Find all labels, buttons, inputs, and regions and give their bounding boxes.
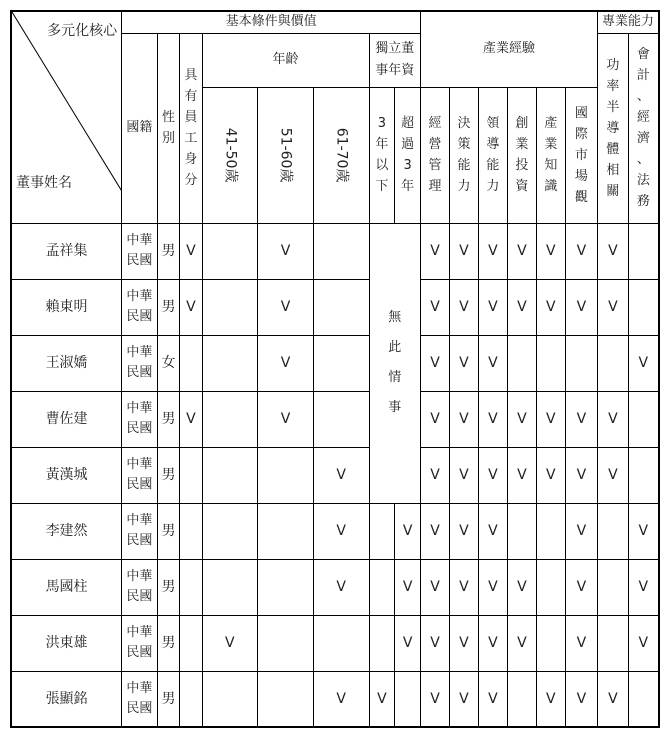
director-nationality: 中華 民國 (122, 503, 158, 559)
age-61-70-unit: 歲 (333, 167, 350, 182)
director-name: 孟祥集 (11, 223, 122, 279)
semiconductor-mark: V (598, 279, 629, 335)
decision-mark: V (449, 279, 478, 335)
exp-decision-text: 決 策 能 力 (457, 116, 471, 194)
decision-mark: V (449, 223, 478, 279)
decision-mark: V (449, 391, 478, 447)
industry-mark: V (536, 279, 565, 335)
director-nationality: 中華 民國 (122, 279, 158, 335)
corner-label-bottom: 董事姓名 (16, 175, 72, 192)
management-mark: V (421, 671, 450, 727)
finance-mark: V (628, 615, 659, 671)
international-mark: V (565, 671, 597, 727)
decision-mark: V (449, 335, 478, 391)
independent-tenure-header-text: 獨立董事年資 (375, 41, 415, 78)
director-row (11, 335, 659, 391)
age-51-60-mark: V (258, 335, 314, 391)
tenure-under3-mark (369, 615, 395, 671)
age-51-60-mark: V (258, 391, 314, 447)
employee-mark (180, 503, 202, 559)
tenure-over3-mark: V (395, 559, 421, 615)
director-gender: 男 (157, 447, 179, 503)
director-name: 王淑嬌 (11, 335, 122, 391)
leadership-mark: V (478, 503, 507, 559)
industry-mark: V (536, 671, 565, 727)
exp-leadership-text: 領 導 能 力 (486, 116, 500, 194)
tenure-over3-mark (395, 671, 421, 727)
age-41-50-range: 41-50 (221, 127, 238, 168)
leadership-mark: V (478, 335, 507, 391)
director-gender: 女 (157, 335, 179, 391)
age-61-70-mark: V (313, 671, 369, 727)
venture-mark: V (507, 223, 536, 279)
management-mark: V (421, 503, 450, 559)
gender-header (157, 33, 179, 223)
finance-header (628, 33, 659, 223)
director-row (11, 279, 659, 335)
tenure-over3-mark: V (395, 503, 421, 559)
director-name: 張顯銘 (11, 671, 122, 727)
management-mark: V (421, 391, 450, 447)
finance-header-text: 會 計 、 經 濟 、 法 務 (636, 47, 650, 209)
tenure-under3-mark (369, 559, 395, 615)
age-61-70-mark (313, 391, 369, 447)
director-row (11, 391, 659, 447)
age-41-50-mark (202, 559, 258, 615)
gender-header-text: 性 別 (161, 110, 175, 146)
director-nationality: 中華 民國 (122, 223, 158, 279)
age-61-70-mark (313, 223, 369, 279)
age-61-70-mark: V (313, 503, 369, 559)
director-name: 馬國柱 (11, 559, 122, 615)
semiconductor-header-text: 功 率 半 導 體 相 關 (606, 57, 620, 199)
decision-mark: V (449, 615, 478, 671)
director-row (11, 615, 659, 671)
tenure-under3-text: 3 年 以 下 (375, 116, 389, 194)
age-51-60-unit: 歲 (277, 167, 294, 182)
international-mark: V (565, 559, 597, 615)
age-41-50-mark (202, 335, 258, 391)
age-51-60-mark (258, 503, 314, 559)
nationality-header: 國籍 (122, 33, 158, 223)
board-diversity-table (10, 10, 660, 728)
age-61-70-mark (313, 279, 369, 335)
age-61-70-mark: V (313, 447, 369, 503)
director-name: 曹佐建 (11, 391, 122, 447)
international-mark: V (565, 503, 597, 559)
semiconductor-header (598, 33, 629, 223)
finance-mark: V (628, 335, 659, 391)
leadership-mark: V (478, 559, 507, 615)
decision-mark: V (449, 671, 478, 727)
tenure-under3-header (369, 87, 395, 223)
age-41-50-mark (202, 447, 258, 503)
director-gender: 男 (157, 615, 179, 671)
exp-management-header (421, 87, 450, 223)
finance-mark (628, 223, 659, 279)
corner-header-cell (11, 11, 122, 223)
semiconductor-mark (598, 503, 629, 559)
decision-mark: V (449, 503, 478, 559)
exp-leadership-header (478, 87, 507, 223)
venture-mark (507, 671, 536, 727)
industry-mark: V (536, 223, 565, 279)
director-gender: 男 (157, 671, 179, 727)
director-nationality: 中華 民國 (122, 335, 158, 391)
industry-mark (536, 615, 565, 671)
semiconductor-mark: V (598, 671, 629, 727)
director-nationality: 中華 民國 (122, 671, 158, 727)
director-gender: 男 (157, 503, 179, 559)
semiconductor-mark: V (598, 223, 629, 279)
leadership-mark: V (478, 279, 507, 335)
management-mark: V (421, 615, 450, 671)
age-41-50-header (202, 87, 258, 223)
age-51-60-range: 51-60 (277, 127, 294, 168)
no-situation-text: 無 此 情 事 (388, 310, 402, 415)
director-row (11, 447, 659, 503)
employee-header (180, 33, 202, 223)
age-51-60-mark (258, 447, 314, 503)
finance-mark (628, 447, 659, 503)
director-gender: 男 (157, 391, 179, 447)
semiconductor-mark (598, 335, 629, 391)
exp-venture-header (507, 87, 536, 223)
employee-mark (180, 335, 202, 391)
diversity-table-wrapper (10, 10, 660, 728)
exp-decision-header (449, 87, 478, 223)
age-41-50-mark (202, 503, 258, 559)
director-gender: 男 (157, 223, 179, 279)
finance-mark (628, 279, 659, 335)
management-mark: V (421, 559, 450, 615)
independent-tenure-header (369, 33, 420, 87)
international-mark: V (565, 223, 597, 279)
director-name: 洪東雄 (11, 615, 122, 671)
age-51-60-mark: V (258, 223, 314, 279)
international-mark: V (565, 447, 597, 503)
director-name: 賴東明 (11, 279, 122, 335)
director-nationality: 中華 民國 (122, 615, 158, 671)
age-41-50-mark (202, 391, 258, 447)
director-gender: 男 (157, 559, 179, 615)
tenure-over3-header (395, 87, 421, 223)
employee-mark (180, 615, 202, 671)
exp-industry-text: 產 業 知 識 (544, 116, 558, 194)
finance-mark (628, 671, 659, 727)
age-51-60-mark (258, 671, 314, 727)
management-mark: V (421, 279, 450, 335)
employee-mark (180, 559, 202, 615)
age-51-60-mark (258, 559, 314, 615)
age-61-70-mark (313, 615, 369, 671)
tenure-under3-mark (369, 503, 395, 559)
semiconductor-mark: V (598, 447, 629, 503)
industry-mark: V (536, 447, 565, 503)
employee-mark: V (180, 391, 202, 447)
age-51-60-header (258, 87, 314, 223)
management-mark: V (421, 335, 450, 391)
employee-mark: V (180, 223, 202, 279)
age-41-50-mark (202, 223, 258, 279)
finance-mark (628, 391, 659, 447)
industry-mark: V (536, 391, 565, 447)
semiconductor-mark (598, 615, 629, 671)
international-mark (565, 335, 597, 391)
group-professional-header: 專業能力 (598, 11, 659, 33)
exp-international-header (565, 87, 597, 223)
director-nationality: 中華 民國 (122, 559, 158, 615)
director-row (11, 223, 659, 279)
director-row (11, 671, 659, 727)
director-nationality: 中華 民國 (122, 391, 158, 447)
leadership-mark: V (478, 671, 507, 727)
venture-mark (507, 335, 536, 391)
tenure-over3-mark: V (395, 615, 421, 671)
semiconductor-mark: V (598, 391, 629, 447)
age-51-60-label (276, 127, 294, 182)
tenure-under3-mark: V (369, 671, 395, 727)
age-51-60-mark: V (258, 279, 314, 335)
age-41-50-mark (202, 671, 258, 727)
director-row (11, 503, 659, 559)
age-61-70-mark (313, 335, 369, 391)
age-41-50-unit: 歲 (221, 167, 238, 182)
director-gender: 男 (157, 279, 179, 335)
leadership-mark: V (478, 615, 507, 671)
employee-header-text: 具 有 員 工 身 分 (184, 68, 198, 188)
venture-mark (507, 503, 536, 559)
director-nationality: 中華 民國 (122, 447, 158, 503)
industry-mark (536, 503, 565, 559)
age-61-70-label (332, 127, 350, 182)
age-41-50-label (221, 127, 239, 182)
international-mark: V (565, 391, 597, 447)
management-mark: V (421, 447, 450, 503)
venture-mark: V (507, 447, 536, 503)
age-41-50-mark (202, 279, 258, 335)
industry-mark (536, 335, 565, 391)
employee-mark (180, 671, 202, 727)
director-row (11, 559, 659, 615)
exp-international-text: 國 際 市 場 觀 (574, 105, 588, 205)
finance-mark: V (628, 559, 659, 615)
director-name: 黃漢城 (11, 447, 122, 503)
exp-management-text: 經 營 管 理 (428, 116, 442, 194)
venture-mark: V (507, 279, 536, 335)
international-mark: V (565, 279, 597, 335)
exp-venture-text: 創 業 投 資 (515, 116, 529, 194)
venture-mark: V (507, 559, 536, 615)
leadership-mark: V (478, 447, 507, 503)
finance-mark: V (628, 503, 659, 559)
group-industry-header: 產業經驗 (421, 11, 598, 87)
leadership-mark: V (478, 391, 507, 447)
age-51-60-mark (258, 615, 314, 671)
industry-mark (536, 559, 565, 615)
no-situation-cell (369, 223, 420, 503)
corner-label-top: 多元化核心 (47, 23, 118, 39)
tenure-over3-text: 超 過 3 年 (401, 116, 415, 194)
group-basic-header: 基本條件與價值 (122, 11, 421, 33)
leadership-mark: V (478, 223, 507, 279)
decision-mark: V (449, 559, 478, 615)
venture-mark: V (507, 615, 536, 671)
exp-industry-header (536, 87, 565, 223)
age-61-70-header (313, 87, 369, 223)
employee-mark (180, 447, 202, 503)
age-61-70-mark: V (313, 559, 369, 615)
age-61-70-range: 61-70 (333, 127, 350, 168)
management-mark: V (421, 223, 450, 279)
decision-mark: V (449, 447, 478, 503)
age-41-50-mark: V (202, 615, 258, 671)
employee-mark: V (180, 279, 202, 335)
semiconductor-mark (598, 559, 629, 615)
director-name: 李建然 (11, 503, 122, 559)
age-header: 年齡 (202, 33, 369, 87)
international-mark: V (565, 615, 597, 671)
venture-mark: V (507, 391, 536, 447)
